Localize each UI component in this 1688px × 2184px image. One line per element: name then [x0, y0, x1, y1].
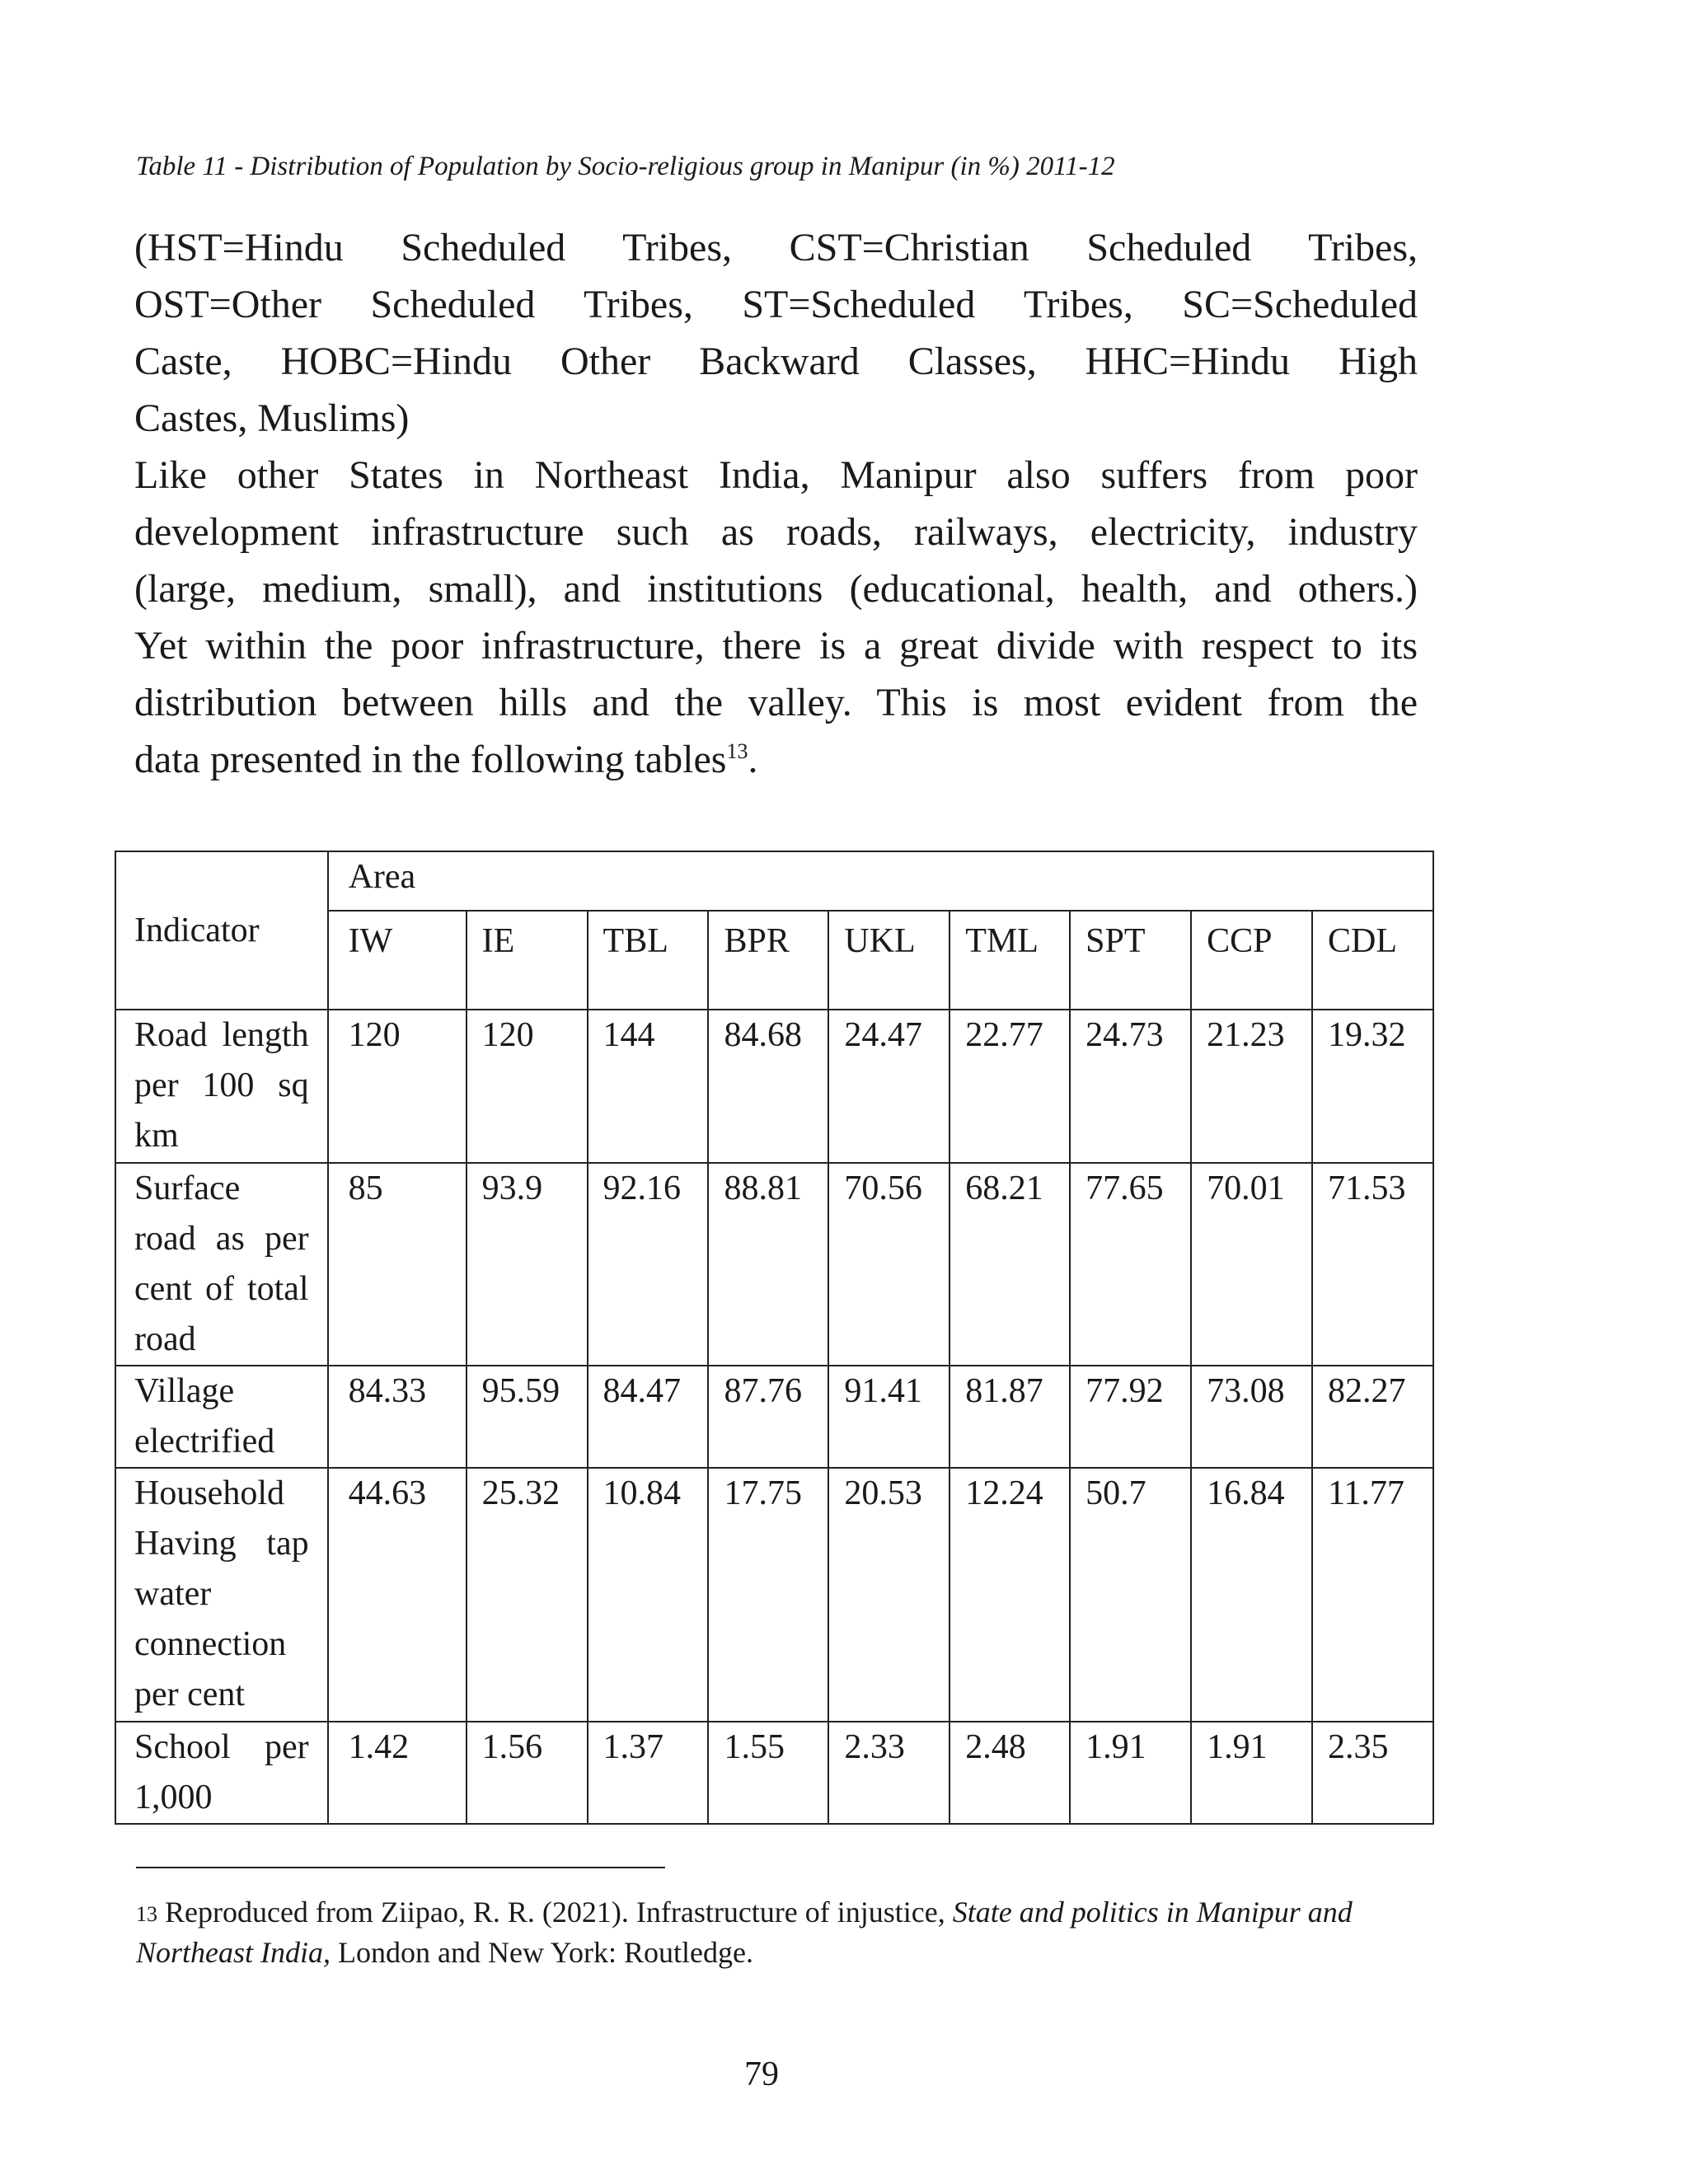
value-cell: 95.59: [467, 1366, 588, 1468]
value-cell: 84.68: [708, 1010, 828, 1163]
page-number: 79: [744, 2055, 779, 2093]
indicator-cell: Road length per 100 sq km: [115, 1010, 328, 1163]
value-cell: 93.9: [467, 1163, 588, 1366]
value-cell: 68.21: [950, 1163, 1070, 1366]
indicator-cell: Household Having tap water connection per cent: [115, 1468, 328, 1722]
table-row: [115, 1722, 1433, 1824]
value-cell: 87.76: [708, 1366, 828, 1468]
paragraph-line: Yet within the poor infrastructure, there is a great divide with respect to its: [134, 624, 1418, 668]
value-cell: 71.53: [1312, 1163, 1433, 1366]
column-header: CDL: [1312, 911, 1433, 1010]
paragraph-text: data presented in the following tables: [134, 738, 727, 781]
column-header: TML: [950, 911, 1070, 1010]
value-cell: 120: [328, 1010, 467, 1163]
value-cell: 12.24: [950, 1468, 1070, 1722]
paragraph-line-final: [134, 731, 1418, 788]
footnote-italic-title: State and politics in Manipur and Northeast India,: [136, 1896, 1353, 1969]
value-cell: 24.47: [828, 1010, 950, 1163]
column-header: UKL: [828, 911, 950, 1010]
table-header-row: [115, 851, 1433, 911]
column-header: CCP: [1191, 911, 1312, 1010]
value-cell: 44.63: [328, 1468, 467, 1722]
value-cell: 1.42: [328, 1722, 467, 1824]
value-cell: 10.84: [588, 1468, 709, 1722]
value-cell: 91.41: [828, 1366, 950, 1468]
value-cell: 84.47: [588, 1366, 709, 1468]
value-cell: 11.77: [1312, 1468, 1433, 1722]
indicator-cell: Surface road as per cent of total road: [115, 1163, 328, 1366]
legend-line: OST=Other Scheduled Tribes, ST=Scheduled Tribes, SC=Scheduled: [134, 283, 1418, 326]
value-cell: 82.27: [1312, 1366, 1433, 1468]
value-cell: 20.53: [828, 1468, 950, 1722]
value-cell: 81.87: [950, 1366, 1070, 1468]
infrastructure-table: [115, 851, 1434, 1825]
table-caption: Table 11 - Distribution of Population by Socio-religious group in Manipur (in %) 2011-12: [136, 152, 1115, 181]
column-header: IE: [467, 911, 588, 1010]
value-cell: 50.7: [1070, 1468, 1191, 1722]
value-cell: 73.08: [1191, 1366, 1312, 1468]
value-cell: 144: [588, 1010, 709, 1163]
footnote-separator: [136, 1867, 665, 1868]
footnote-reference: 13: [726, 739, 748, 763]
table-row: [115, 1163, 1433, 1366]
value-cell: 2.35: [1312, 1722, 1433, 1824]
table-row: [115, 1468, 1433, 1722]
value-cell: 92.16: [588, 1163, 709, 1366]
value-cell: 77.92: [1070, 1366, 1191, 1468]
body-text: [134, 219, 1418, 788]
indicator-cell: Village electrified: [115, 1366, 328, 1468]
column-header: IW: [328, 911, 467, 1010]
footnote-number: 13: [136, 1902, 157, 1926]
column-header: BPR: [708, 911, 828, 1010]
value-cell: 1.91: [1070, 1722, 1191, 1824]
footnote-text-end: London and New York: Routledge.: [331, 1936, 753, 1969]
value-cell: 1.37: [588, 1722, 709, 1824]
value-cell: 22.77: [950, 1010, 1070, 1163]
value-cell: 85: [328, 1163, 467, 1366]
value-cell: 2.33: [828, 1722, 950, 1824]
value-cell: 84.33: [328, 1366, 467, 1468]
sentence-end: .: [748, 738, 758, 781]
value-cell: 77.65: [1070, 1163, 1191, 1366]
value-cell: 25.32: [467, 1468, 588, 1722]
table-row: [115, 1366, 1433, 1468]
footnote: [136, 1892, 1422, 1973]
indicator-header: Indicator: [115, 851, 328, 1010]
value-cell: 2.48: [950, 1722, 1070, 1824]
value-cell: 17.75: [708, 1468, 828, 1722]
area-header: Area: [328, 851, 1433, 911]
legend-line: Caste, HOBC=Hindu Other Backward Classes, HHC=Hindu High: [134, 340, 1418, 383]
value-cell: 70.01: [1191, 1163, 1312, 1366]
legend-line: (HST=Hindu Scheduled Tribes, CST=Christian Scheduled Tribes,: [134, 226, 1418, 269]
value-cell: 24.73: [1070, 1010, 1191, 1163]
value-cell: 70.56: [828, 1163, 950, 1366]
paragraph-line: development infrastructure such as roads, railways, electricity, industry: [134, 510, 1418, 554]
footnote-text: Reproduced from Ziipao, R. R. (2021). Infrastructure of injustice,: [165, 1896, 953, 1929]
value-cell: 1.56: [467, 1722, 588, 1824]
value-cell: 88.81: [708, 1163, 828, 1366]
value-cell: 21.23: [1191, 1010, 1312, 1163]
paragraph-line: distribution between hills and the valley. This is most evident from the: [134, 681, 1418, 724]
value-cell: 1.91: [1191, 1722, 1312, 1824]
value-cell: 120: [467, 1010, 588, 1163]
value-cell: 1.55: [708, 1722, 828, 1824]
paragraph-line: Like other States in Northeast India, Manipur also suffers from poor: [134, 453, 1418, 497]
value-cell: 16.84: [1191, 1468, 1312, 1722]
value-cell: 19.32: [1312, 1010, 1433, 1163]
column-header: SPT: [1070, 911, 1191, 1010]
paragraph-line: (large, medium, small), and institutions (educational, health, and others.): [134, 567, 1418, 611]
table-row: [115, 1010, 1433, 1163]
legend-line: Castes, Muslims): [134, 396, 410, 440]
column-header: TBL: [588, 911, 709, 1010]
indicator-cell: School per 1,000: [115, 1722, 328, 1824]
